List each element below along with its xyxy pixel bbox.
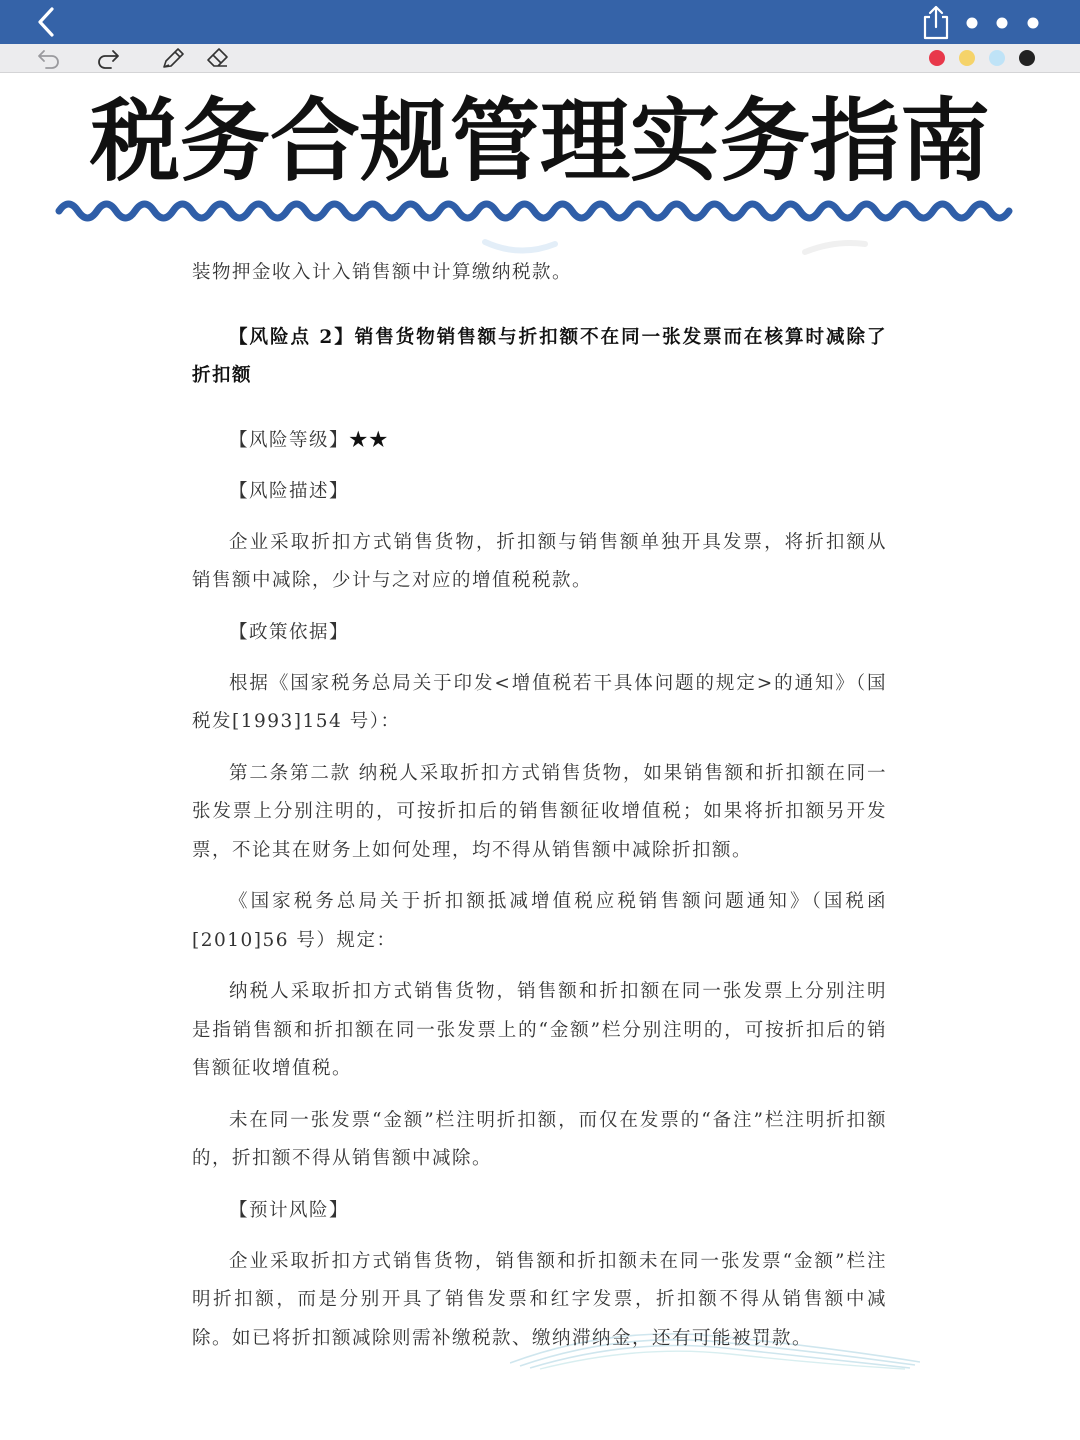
redo-button[interactable] <box>95 47 121 69</box>
risk-description-label: 【风险描述】 <box>229 480 350 502</box>
paragraph: 装物押金收入计入销售额中计算缴纳税款。 <box>192 262 573 283</box>
share-button[interactable] <box>918 3 954 41</box>
paragraph: 企业采取折扣方式销售货物，销售额和折扣额未在同一张发票“金额”栏注明折扣额，而是分别开具了销售发票和红字发票，折扣额不得从销售额中减除。如已将折扣额减除则需补缴税款、缴纳滞纳金，还有可能被罚款。 <box>192 1250 887 1349</box>
annotation-toolbar <box>0 44 1080 73</box>
top-nav-bar <box>0 0 1080 44</box>
ink-color-yellow[interactable] <box>959 50 975 66</box>
redo-icon <box>95 47 121 69</box>
decorative-stroke <box>480 236 560 256</box>
ink-color-red[interactable] <box>929 50 945 66</box>
paragraph: 《国家税务总局关于折扣额抵减增值税应税销售额问题通知》（国税函[2010]56 号）规定： <box>192 891 887 951</box>
document-body <box>192 254 887 1358</box>
expected-risk-label: 【预计风险】 <box>229 1199 350 1221</box>
pen-icon <box>160 47 186 69</box>
page-title: 税务合规管理实务指南 <box>90 89 990 194</box>
eraser-tool-button[interactable] <box>205 47 231 69</box>
ink-color-black[interactable] <box>1019 50 1035 66</box>
ink-color-light-blue[interactable] <box>989 50 1005 66</box>
pen-tool-button[interactable] <box>160 47 186 69</box>
chevron-left-icon <box>30 4 66 40</box>
undo-icon <box>36 47 62 69</box>
paragraph: 根据《国家税务总局关于印发<增值税若干具体问题的规定>的通知》（国税发[1993]154 号）： <box>192 672 887 732</box>
paragraph: 第二条第二款 纳税人采取折扣方式销售货物，如果销售额和折扣额在同一张发票上分别注明的，可按折扣后的销售额征收增值税；如果将折扣额另开发票，不论其在财务上如何处理，均不得从销售额中减除折扣额。 <box>192 762 887 861</box>
paragraph: 纳税人采取折扣方式销售货物，销售额和折扣额在同一张发票上分别注明是指销售额和折扣额在同一张发票上的“金额”栏分别注明的，可按折扣后的销售额征收增值税。 <box>192 981 887 1079</box>
share-icon <box>918 3 954 41</box>
more-options-button[interactable] <box>962 14 1052 32</box>
risk-point-heading: 【风险点 2】销售货物销售额与折扣额不在同一张发票而在核算时减除了折扣额 <box>192 326 887 386</box>
wavy-underline <box>55 198 1027 224</box>
risk-level-stars: ★★ <box>349 429 390 451</box>
back-button[interactable] <box>30 4 66 40</box>
risk-level-row <box>192 422 887 460</box>
more-dots-icon <box>962 14 1052 32</box>
risk-level-label: 【风险等级】 <box>229 429 350 451</box>
paragraph: 企业采取折扣方式销售货物，折扣额与销售额单独开具发票，将折扣额从销售额中减除，少计与之对应的增值税税款。 <box>192 531 887 591</box>
undo-button[interactable] <box>36 47 62 69</box>
eraser-icon <box>205 47 231 69</box>
policy-basis-label: 【政策依据】 <box>229 621 350 643</box>
paragraph: 未在同一张发票“金额”栏注明折扣额，而仅在发票的“备注”栏注明折扣额的，折扣额不得从销售额中减除。 <box>192 1109 887 1169</box>
